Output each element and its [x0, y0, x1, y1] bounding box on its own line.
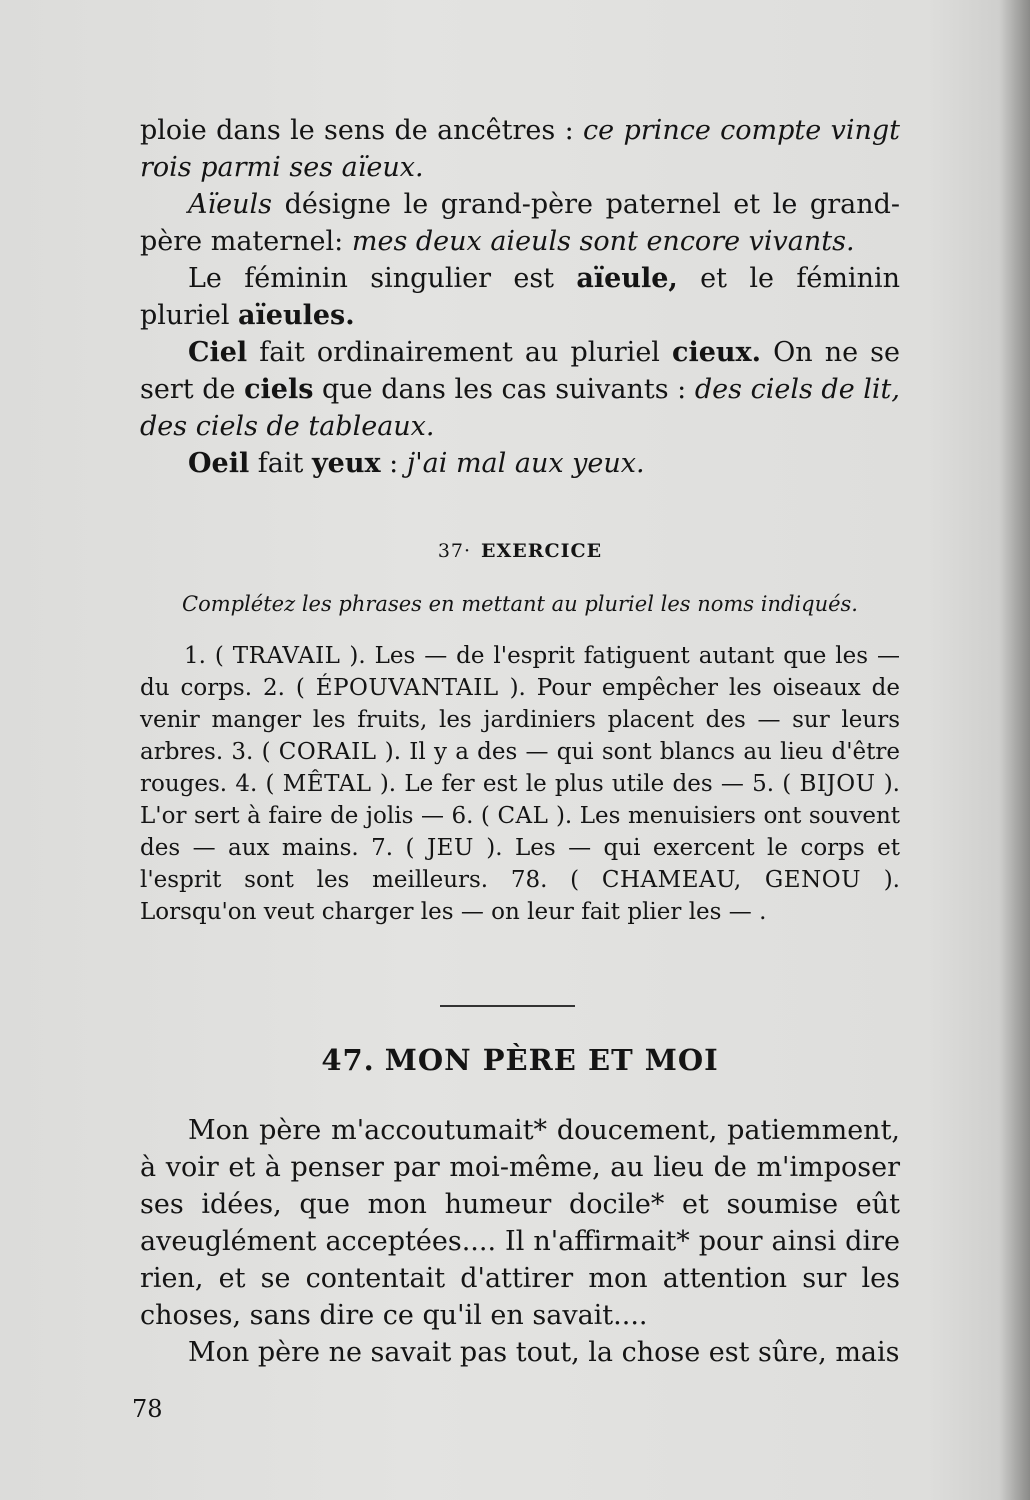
sentence-1: 1. ( TRAVAIL ). Les — de l'esprit fatiguent autant que les — du corps. — [140, 643, 900, 701]
grammar-notes — [140, 112, 900, 482]
reading-text — [140, 1112, 900, 1371]
example-yeux: j'ai mal aux yeux. — [406, 448, 645, 479]
sentence-6: 6. ( CAL ). Les menuisiers ont souvent des — aux mains. — [140, 803, 900, 861]
reading-paragraph-2: Mon père ne savait pas tout, la chose est sûre, mais — [188, 1337, 900, 1368]
section-divider — [440, 1005, 575, 1007]
page-number: 78 — [132, 1395, 163, 1423]
exercise-number: 37· — [437, 540, 472, 562]
paragraph-ciel: Ciel fait ordinairement au pluriel cieux. On ne se sert de ciels que dans les cas suivants : des ciels de lit, des ciels de tableaux. — [140, 337, 900, 442]
example-aieux: ce prince compte vingt rois parmi ses aïeux. — [140, 115, 900, 183]
paragraph-aieux: ploie dans le sens de ancêtres : ce prince compte vingt rois parmi ses aïeux. — [140, 115, 900, 183]
sentence-5: 5. ( BIJOU ). L'or sert à faire de jolis — — [140, 771, 900, 829]
sentence-3: 3. ( CORAIL ). Il y a des — qui sont blancs au lieu d'être rouges. — [140, 739, 900, 797]
exercise-heading — [140, 540, 900, 562]
example-aieuls: mes deux aieuls sont encore vivants. — [351, 226, 855, 257]
paragraph-aieuls: Aïeuls désigne le grand-père paternel et le grand-père maternel: mes deux aieuls sont encore vivants. — [140, 189, 900, 257]
example-ciels: des ciels de lit, des ciels de tableaux. — [140, 374, 900, 442]
chapter-title: MON PÈRE ET MOI — [384, 1043, 719, 1077]
sentence-2: 2. ( ÉPOUVANTAIL ). Pour empêcher les oiseaux de venir manger les fruits, les jardiniers placent des — sur leurs arbres. — [140, 675, 901, 765]
exercise-title: EXERCICE — [481, 540, 603, 562]
chapter-heading — [140, 1043, 900, 1077]
sentence-4: 4. ( MÊTAL ). Le fer est le plus utile des — — [235, 771, 753, 797]
sentence-7: 7. ( JEU ). Les — qui exercent le corps et l'esprit sont les meilleurs. — [140, 835, 900, 893]
paragraph-feminine: Le féminin singulier est aïeule, et le féminin pluriel aïeules. — [140, 263, 900, 331]
exercise-instruction: Complétez les phrases en mettant au pluriel les noms indiqués. — [182, 592, 858, 616]
chapter-number: 47. — [321, 1043, 375, 1077]
sentence-8: 78. ( CHAMEAU, GENOU ). Lorsqu'on veut charger les — on leur fait plier les — . — [140, 867, 900, 925]
reading-paragraph-1: Mon père m'accoutumait* doucement, patiemment, à voir et à penser par moi-même, au lieu de m'imposer ses idées, que mon humeur docile* et soumise eût aveuglément acceptées.... Il n'affirmait* pour ainsi dire rien, et se contentait d'attirer mon attention sur les choses, sans dire ce qu'il en savait.... — [140, 1115, 900, 1331]
paragraph-oeil: Oeil fait yeux : j'ai mal aux yeux. — [188, 448, 645, 479]
exercise-sentences — [140, 640, 900, 928]
